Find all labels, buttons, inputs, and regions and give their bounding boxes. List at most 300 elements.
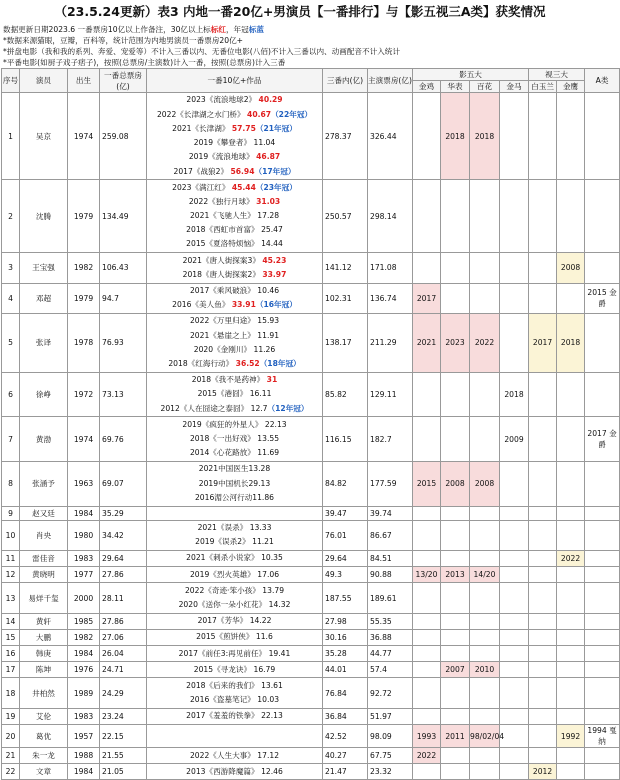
cell-box: 259.08 bbox=[100, 93, 147, 180]
cell-no: 9 bbox=[2, 506, 20, 520]
cell-award: 2011 bbox=[441, 725, 470, 748]
cell-no: 14 bbox=[2, 613, 20, 629]
cell-born: 1974 bbox=[68, 417, 100, 462]
cell-award bbox=[441, 678, 470, 708]
cell-works bbox=[147, 629, 323, 645]
cell-award bbox=[470, 748, 500, 764]
cell-works bbox=[147, 725, 323, 748]
cell-main: 84.51 bbox=[368, 550, 413, 566]
cell-award bbox=[529, 372, 557, 417]
ranking-table bbox=[1, 68, 620, 780]
cell-works bbox=[147, 764, 323, 780]
cell-a bbox=[585, 613, 620, 629]
cell-award bbox=[413, 180, 441, 253]
cell-award bbox=[413, 253, 441, 283]
cell-actor: 易烊千玺 bbox=[20, 583, 68, 613]
cell-main: 57.4 bbox=[368, 662, 413, 678]
table-row bbox=[2, 461, 620, 506]
table-row bbox=[2, 417, 620, 462]
cell-a bbox=[585, 93, 620, 180]
cell-award: 2018 bbox=[557, 313, 585, 372]
cell-award bbox=[441, 748, 470, 764]
notes bbox=[0, 24, 600, 68]
cell-born: 1978 bbox=[68, 313, 100, 372]
work-item: 2021《悬崖之上》 11.91 bbox=[189, 330, 280, 340]
cell-main: 51.97 bbox=[368, 708, 413, 724]
cell-award bbox=[470, 372, 500, 417]
cell-award bbox=[441, 764, 470, 780]
cell-award bbox=[413, 613, 441, 629]
cell-top3: 85.82 bbox=[323, 372, 368, 417]
cell-box: 26.04 bbox=[100, 646, 147, 662]
cell-award bbox=[557, 180, 585, 253]
cell-award bbox=[441, 180, 470, 253]
col-actor: 演员 bbox=[20, 69, 68, 93]
cell-award: 1992 bbox=[557, 725, 585, 748]
cell-works bbox=[147, 506, 323, 520]
cell-award bbox=[441, 550, 470, 566]
cell-box: 94.7 bbox=[100, 283, 147, 313]
cell-award bbox=[413, 583, 441, 613]
cell-award bbox=[470, 678, 500, 708]
work-item: 2016《美人鱼》 33.91（16年冠） bbox=[172, 300, 297, 310]
table-row bbox=[2, 180, 620, 253]
cell-born: 1984 bbox=[68, 646, 100, 662]
cell-box: 73.13 bbox=[100, 372, 147, 417]
cell-award: 2022 bbox=[557, 550, 585, 566]
table-row bbox=[2, 646, 620, 662]
cell-award bbox=[500, 708, 529, 724]
cell-actor: 黄渤 bbox=[20, 417, 68, 462]
cell-main: 136.74 bbox=[368, 283, 413, 313]
cell-award bbox=[500, 678, 529, 708]
cell-award bbox=[557, 613, 585, 629]
cell-award bbox=[557, 567, 585, 583]
work-item: 2016湄公河行动11.86 bbox=[194, 492, 275, 502]
cell-main: 177.59 bbox=[368, 461, 413, 506]
cell-award bbox=[500, 506, 529, 520]
cell-born: 1982 bbox=[68, 629, 100, 645]
cell-award bbox=[557, 764, 585, 780]
cell-works bbox=[147, 180, 323, 253]
col-award: 百花 bbox=[470, 81, 500, 93]
cell-award bbox=[413, 417, 441, 462]
cell-main: 90.88 bbox=[368, 567, 413, 583]
cell-award bbox=[500, 583, 529, 613]
cell-a bbox=[585, 678, 620, 708]
cell-award bbox=[470, 180, 500, 253]
cell-born: 1982 bbox=[68, 253, 100, 283]
cell-actor: 王宝强 bbox=[20, 253, 68, 283]
cell-works bbox=[147, 550, 323, 566]
cell-top3: 44.01 bbox=[323, 662, 368, 678]
table-row bbox=[2, 662, 620, 678]
cell-award bbox=[441, 372, 470, 417]
work-item: 2023《流浪地球2》 40.29 bbox=[186, 95, 283, 105]
cell-award bbox=[557, 372, 585, 417]
cell-works bbox=[147, 93, 323, 180]
col-no: 序号 bbox=[2, 69, 20, 93]
cell-award: 2015 bbox=[413, 461, 441, 506]
cell-award bbox=[557, 708, 585, 724]
cell-award bbox=[470, 583, 500, 613]
cell-award: 2010 bbox=[470, 662, 500, 678]
cell-main: 211.29 bbox=[368, 313, 413, 372]
cell-award bbox=[441, 613, 470, 629]
cell-award bbox=[470, 550, 500, 566]
cell-award bbox=[413, 678, 441, 708]
cell-a bbox=[585, 662, 620, 678]
cell-top3: 76.84 bbox=[323, 678, 368, 708]
cell-no: 3 bbox=[2, 253, 20, 283]
cell-actor: 沈腾 bbox=[20, 180, 68, 253]
cell-works bbox=[147, 567, 323, 583]
cell-main: 189.61 bbox=[368, 583, 413, 613]
cell-award bbox=[500, 283, 529, 313]
cell-top3: 30.16 bbox=[323, 629, 368, 645]
cell-top3: 42.52 bbox=[323, 725, 368, 748]
cell-award bbox=[441, 629, 470, 645]
work-item: 2019《误杀2》 11.21 bbox=[195, 537, 274, 547]
work-item: 2017《乘风破浪》 10.46 bbox=[189, 286, 280, 296]
cell-award: 2007 bbox=[441, 662, 470, 678]
cell-a bbox=[585, 583, 620, 613]
table-row bbox=[2, 748, 620, 764]
cell-award bbox=[413, 93, 441, 180]
cell-box: 134.49 bbox=[100, 180, 147, 253]
work-item: 2019《烈火英雄》 17.06 bbox=[189, 569, 280, 579]
col-award: 金鹰 bbox=[557, 81, 585, 93]
cell-actor: 黄晓明 bbox=[20, 567, 68, 583]
cell-award: 2018 bbox=[470, 93, 500, 180]
cell-award bbox=[529, 725, 557, 748]
cell-main: 44.77 bbox=[368, 646, 413, 662]
cell-born: 1985 bbox=[68, 613, 100, 629]
work-item: 2021《长津湖》 57.75（21年冠） bbox=[172, 123, 297, 133]
cell-top3: 29.64 bbox=[323, 550, 368, 566]
col-award: 白玉兰 bbox=[529, 81, 557, 93]
note-line: 数据更新日期2023.6 一番票房10亿以上作备注，30亿以上标标红，年冠标蓝 bbox=[3, 25, 264, 34]
cell-award bbox=[500, 93, 529, 180]
cell-a bbox=[585, 372, 620, 417]
col-film5: 影五大 bbox=[413, 69, 529, 81]
cell-award bbox=[557, 417, 585, 462]
cell-main: 326.44 bbox=[368, 93, 413, 180]
cell-box: 28.11 bbox=[100, 583, 147, 613]
cell-actor: 吴京 bbox=[20, 93, 68, 180]
cell-actor: 朱一龙 bbox=[20, 748, 68, 764]
cell-box: 27.86 bbox=[100, 613, 147, 629]
work-item: 2022《独行月球》 31.03 bbox=[188, 196, 281, 206]
cell-actor: 大鹏 bbox=[20, 629, 68, 645]
cell-born: 1976 bbox=[68, 662, 100, 678]
col-award: 金鸡 bbox=[413, 81, 441, 93]
cell-award bbox=[529, 613, 557, 629]
cell-actor: 肖央 bbox=[20, 520, 68, 550]
cell-award: 2008 bbox=[441, 461, 470, 506]
cell-award bbox=[500, 550, 529, 566]
cell-born: 1983 bbox=[68, 550, 100, 566]
work-item: 2018《西虹市首富》 25.47 bbox=[186, 225, 283, 235]
cell-a bbox=[585, 180, 620, 253]
cell-a bbox=[585, 567, 620, 583]
cell-award bbox=[557, 461, 585, 506]
cell-award bbox=[470, 283, 500, 313]
cell-a bbox=[585, 629, 620, 645]
cell-main: 23.32 bbox=[368, 764, 413, 780]
cell-award bbox=[557, 629, 585, 645]
cell-top3: 40.27 bbox=[323, 748, 368, 764]
cell-award bbox=[470, 417, 500, 462]
col-top3: 三番内(亿) bbox=[323, 69, 368, 93]
col-born: 出生 bbox=[68, 69, 100, 93]
cell-award bbox=[413, 646, 441, 662]
work-item: 2018《唐人街探案2》 33.97 bbox=[182, 269, 287, 279]
work-item: 2018《红海行动》 36.52（18年冠） bbox=[168, 359, 301, 369]
cell-no: 1 bbox=[2, 93, 20, 180]
cell-box: 34.42 bbox=[100, 520, 147, 550]
work-item: 2022《奇迹·笨小孩》 13.79 bbox=[184, 585, 285, 595]
cell-award bbox=[470, 708, 500, 724]
work-item: 2021《刺杀小说家》 10.35 bbox=[186, 553, 283, 563]
cell-no: 20 bbox=[2, 725, 20, 748]
cell-award bbox=[470, 613, 500, 629]
cell-top3: 21.47 bbox=[323, 764, 368, 780]
cell-actor: 邓超 bbox=[20, 283, 68, 313]
cell-actor: 艾伦 bbox=[20, 708, 68, 724]
cell-actor: 井柏然 bbox=[20, 678, 68, 708]
cell-award bbox=[500, 764, 529, 780]
cell-a bbox=[585, 708, 620, 724]
cell-born: 1989 bbox=[68, 678, 100, 708]
cell-works bbox=[147, 283, 323, 313]
work-item: 2016《盗墓笔记》 10.03 bbox=[189, 695, 280, 705]
work-item: 2018《一出好戏》 13.55 bbox=[189, 434, 280, 444]
work-item: 2019中国机长29.13 bbox=[198, 478, 271, 488]
cell-no: 2 bbox=[2, 180, 20, 253]
cell-actor: 葛优 bbox=[20, 725, 68, 748]
table-row bbox=[2, 93, 620, 180]
cell-actor: 陈坤 bbox=[20, 662, 68, 678]
cell-box: 27.86 bbox=[100, 567, 147, 583]
note-line: *拼盘电影（我和我的系列、奔爱、宠爱等）不计入三番以内、无番位电影(八佰)不计入三番以内、动画配音不计入统计 bbox=[3, 47, 400, 56]
cell-works bbox=[147, 708, 323, 724]
cell-top3: 39.47 bbox=[323, 506, 368, 520]
cell-a: 2015 金爵 bbox=[585, 283, 620, 313]
cell-award bbox=[470, 764, 500, 780]
cell-no: 13 bbox=[2, 583, 20, 613]
cell-works bbox=[147, 613, 323, 629]
cell-top3: 36.84 bbox=[323, 708, 368, 724]
cell-no: 4 bbox=[2, 283, 20, 313]
cell-award bbox=[529, 583, 557, 613]
work-item: 2020《送你一朵小红花》 14.32 bbox=[178, 600, 291, 609]
cell-actor: 张译 bbox=[20, 313, 68, 372]
cell-a bbox=[585, 506, 620, 520]
cell-award bbox=[470, 506, 500, 520]
cell-award bbox=[529, 506, 557, 520]
cell-award bbox=[557, 583, 585, 613]
cell-award bbox=[441, 417, 470, 462]
cell-award: 2021 bbox=[413, 313, 441, 372]
cell-works bbox=[147, 583, 323, 613]
cell-award bbox=[500, 662, 529, 678]
cell-a bbox=[585, 253, 620, 283]
cell-a bbox=[585, 520, 620, 550]
cell-award bbox=[441, 646, 470, 662]
cell-award bbox=[529, 253, 557, 283]
cell-award: 2017 bbox=[529, 313, 557, 372]
cell-works bbox=[147, 678, 323, 708]
cell-box: 24.71 bbox=[100, 662, 147, 678]
cell-award bbox=[557, 646, 585, 662]
cell-born: 1972 bbox=[68, 372, 100, 417]
cell-award: 2017 bbox=[413, 283, 441, 313]
cell-born: 1988 bbox=[68, 748, 100, 764]
cell-born: 1977 bbox=[68, 567, 100, 583]
cell-award: 13/20 bbox=[413, 567, 441, 583]
cell-award: 2022 bbox=[470, 313, 500, 372]
cell-box: 21.05 bbox=[100, 764, 147, 780]
work-item: 2022《万里归途》 15.93 bbox=[189, 316, 280, 326]
cell-box: 106.43 bbox=[100, 253, 147, 283]
work-item: 2015《寻龙诀》 16.79 bbox=[193, 664, 276, 674]
cell-award: 2023 bbox=[441, 313, 470, 372]
cell-a: 1994 戛纳 bbox=[585, 725, 620, 748]
cell-award bbox=[441, 253, 470, 283]
cell-award bbox=[529, 748, 557, 764]
note-line: *平番电影(如厨子戏子痞子)，按照(总票房/主演数)计入一番，按照(总票房)计入三番 bbox=[3, 58, 286, 67]
cell-main: 98.09 bbox=[368, 725, 413, 748]
cell-award bbox=[413, 764, 441, 780]
cell-award bbox=[413, 662, 441, 678]
cell-award bbox=[413, 372, 441, 417]
cell-award: 2013 bbox=[441, 567, 470, 583]
cell-works bbox=[147, 417, 323, 462]
cell-award bbox=[557, 748, 585, 764]
cell-award bbox=[529, 550, 557, 566]
cell-works bbox=[147, 520, 323, 550]
cell-award bbox=[500, 520, 529, 550]
cell-award bbox=[500, 180, 529, 253]
cell-actor: 黄轩 bbox=[20, 613, 68, 629]
work-item: 2021《飞驰人生》 17.28 bbox=[189, 211, 280, 221]
cell-award: 2008 bbox=[470, 461, 500, 506]
cell-top3: 76.01 bbox=[323, 520, 368, 550]
table-row bbox=[2, 613, 620, 629]
cell-award bbox=[470, 629, 500, 645]
work-item: 2015《夏洛特烦恼》 14.44 bbox=[186, 239, 283, 249]
cell-award: 98/02/04 bbox=[470, 725, 500, 748]
cell-main: 36.88 bbox=[368, 629, 413, 645]
cell-a: 2017 金爵 bbox=[585, 417, 620, 462]
cell-main: 92.72 bbox=[368, 678, 413, 708]
cell-born: 1984 bbox=[68, 764, 100, 780]
cell-box: 69.76 bbox=[100, 417, 147, 462]
cell-works bbox=[147, 313, 323, 372]
page-title: （23.5.24更新）表3 内地一番20亿+男演员【一番排行】与【影五视三A类】获奖情况 bbox=[54, 4, 546, 19]
col-works: 一番10亿+作品 bbox=[147, 69, 323, 93]
cell-actor: 赵又廷 bbox=[20, 506, 68, 520]
cell-no: 5 bbox=[2, 313, 20, 372]
cell-top3: 141.12 bbox=[323, 253, 368, 283]
cell-works bbox=[147, 253, 323, 283]
cell-no: 22 bbox=[2, 764, 20, 780]
work-item: 2021《唐人街探案3》 45.23 bbox=[182, 255, 287, 265]
table-row bbox=[2, 506, 620, 520]
col-a: A类 bbox=[585, 69, 620, 93]
cell-award bbox=[441, 708, 470, 724]
cell-award bbox=[529, 520, 557, 550]
cell-award bbox=[470, 646, 500, 662]
cell-born: 1983 bbox=[68, 708, 100, 724]
table-row bbox=[2, 567, 620, 583]
cell-main: 182.7 bbox=[368, 417, 413, 462]
cell-main: 67.75 bbox=[368, 748, 413, 764]
cell-no: 16 bbox=[2, 646, 20, 662]
work-item: 2019《疯狂的外星人》 22.13 bbox=[182, 419, 287, 429]
cell-main: 39.74 bbox=[368, 506, 413, 520]
cell-works bbox=[147, 461, 323, 506]
table-row bbox=[2, 253, 620, 283]
col-box: 一番总票房(亿) bbox=[100, 69, 147, 93]
work-item: 2017《羞羞的铁拳》 22.13 bbox=[186, 711, 283, 721]
cell-award bbox=[529, 283, 557, 313]
cell-actor: 韩庚 bbox=[20, 646, 68, 662]
col-main: 主演票房(亿) bbox=[368, 69, 413, 93]
cell-award bbox=[500, 646, 529, 662]
cell-actor: 张涵予 bbox=[20, 461, 68, 506]
cell-award bbox=[500, 748, 529, 764]
cell-main: 86.67 bbox=[368, 520, 413, 550]
cell-works bbox=[147, 662, 323, 678]
note-line: *数据来源猫眼，豆瓣，百科等，统计范围为内地男演员一番票房20亿+ bbox=[3, 36, 244, 45]
cell-top3: 27.98 bbox=[323, 613, 368, 629]
cell-born: 1974 bbox=[68, 93, 100, 180]
cell-no: 15 bbox=[2, 629, 20, 645]
work-item: 2013《西游降魔篇》 12.46 bbox=[186, 766, 283, 776]
cell-award bbox=[413, 520, 441, 550]
table-row bbox=[2, 313, 620, 372]
cell-works bbox=[147, 646, 323, 662]
cell-award bbox=[500, 567, 529, 583]
cell-award bbox=[470, 253, 500, 283]
cell-a bbox=[585, 748, 620, 764]
cell-award bbox=[500, 461, 529, 506]
col-tv3: 视三大 bbox=[529, 69, 585, 81]
cell-award: 1993 bbox=[413, 725, 441, 748]
work-item: 2018《我不是药神》 31 bbox=[191, 375, 278, 385]
cell-award bbox=[529, 662, 557, 678]
work-item: 2017《前任3:再见前任》 19.41 bbox=[178, 648, 291, 658]
cell-award bbox=[529, 629, 557, 645]
cell-no: 18 bbox=[2, 678, 20, 708]
table-row bbox=[2, 550, 620, 566]
cell-works bbox=[147, 748, 323, 764]
cell-box: 24.29 bbox=[100, 678, 147, 708]
cell-no: 12 bbox=[2, 567, 20, 583]
cell-no: 19 bbox=[2, 708, 20, 724]
col-award: 华表 bbox=[441, 81, 470, 93]
cell-box: 21.55 bbox=[100, 748, 147, 764]
cell-actor: 徐峥 bbox=[20, 372, 68, 417]
cell-award bbox=[529, 567, 557, 583]
table-row bbox=[2, 520, 620, 550]
cell-born: 1980 bbox=[68, 520, 100, 550]
cell-award bbox=[500, 313, 529, 372]
work-item: 2018《后来的我们》 13.61 bbox=[186, 680, 283, 690]
work-item: 2020《金刚川》 11.26 bbox=[193, 344, 276, 354]
